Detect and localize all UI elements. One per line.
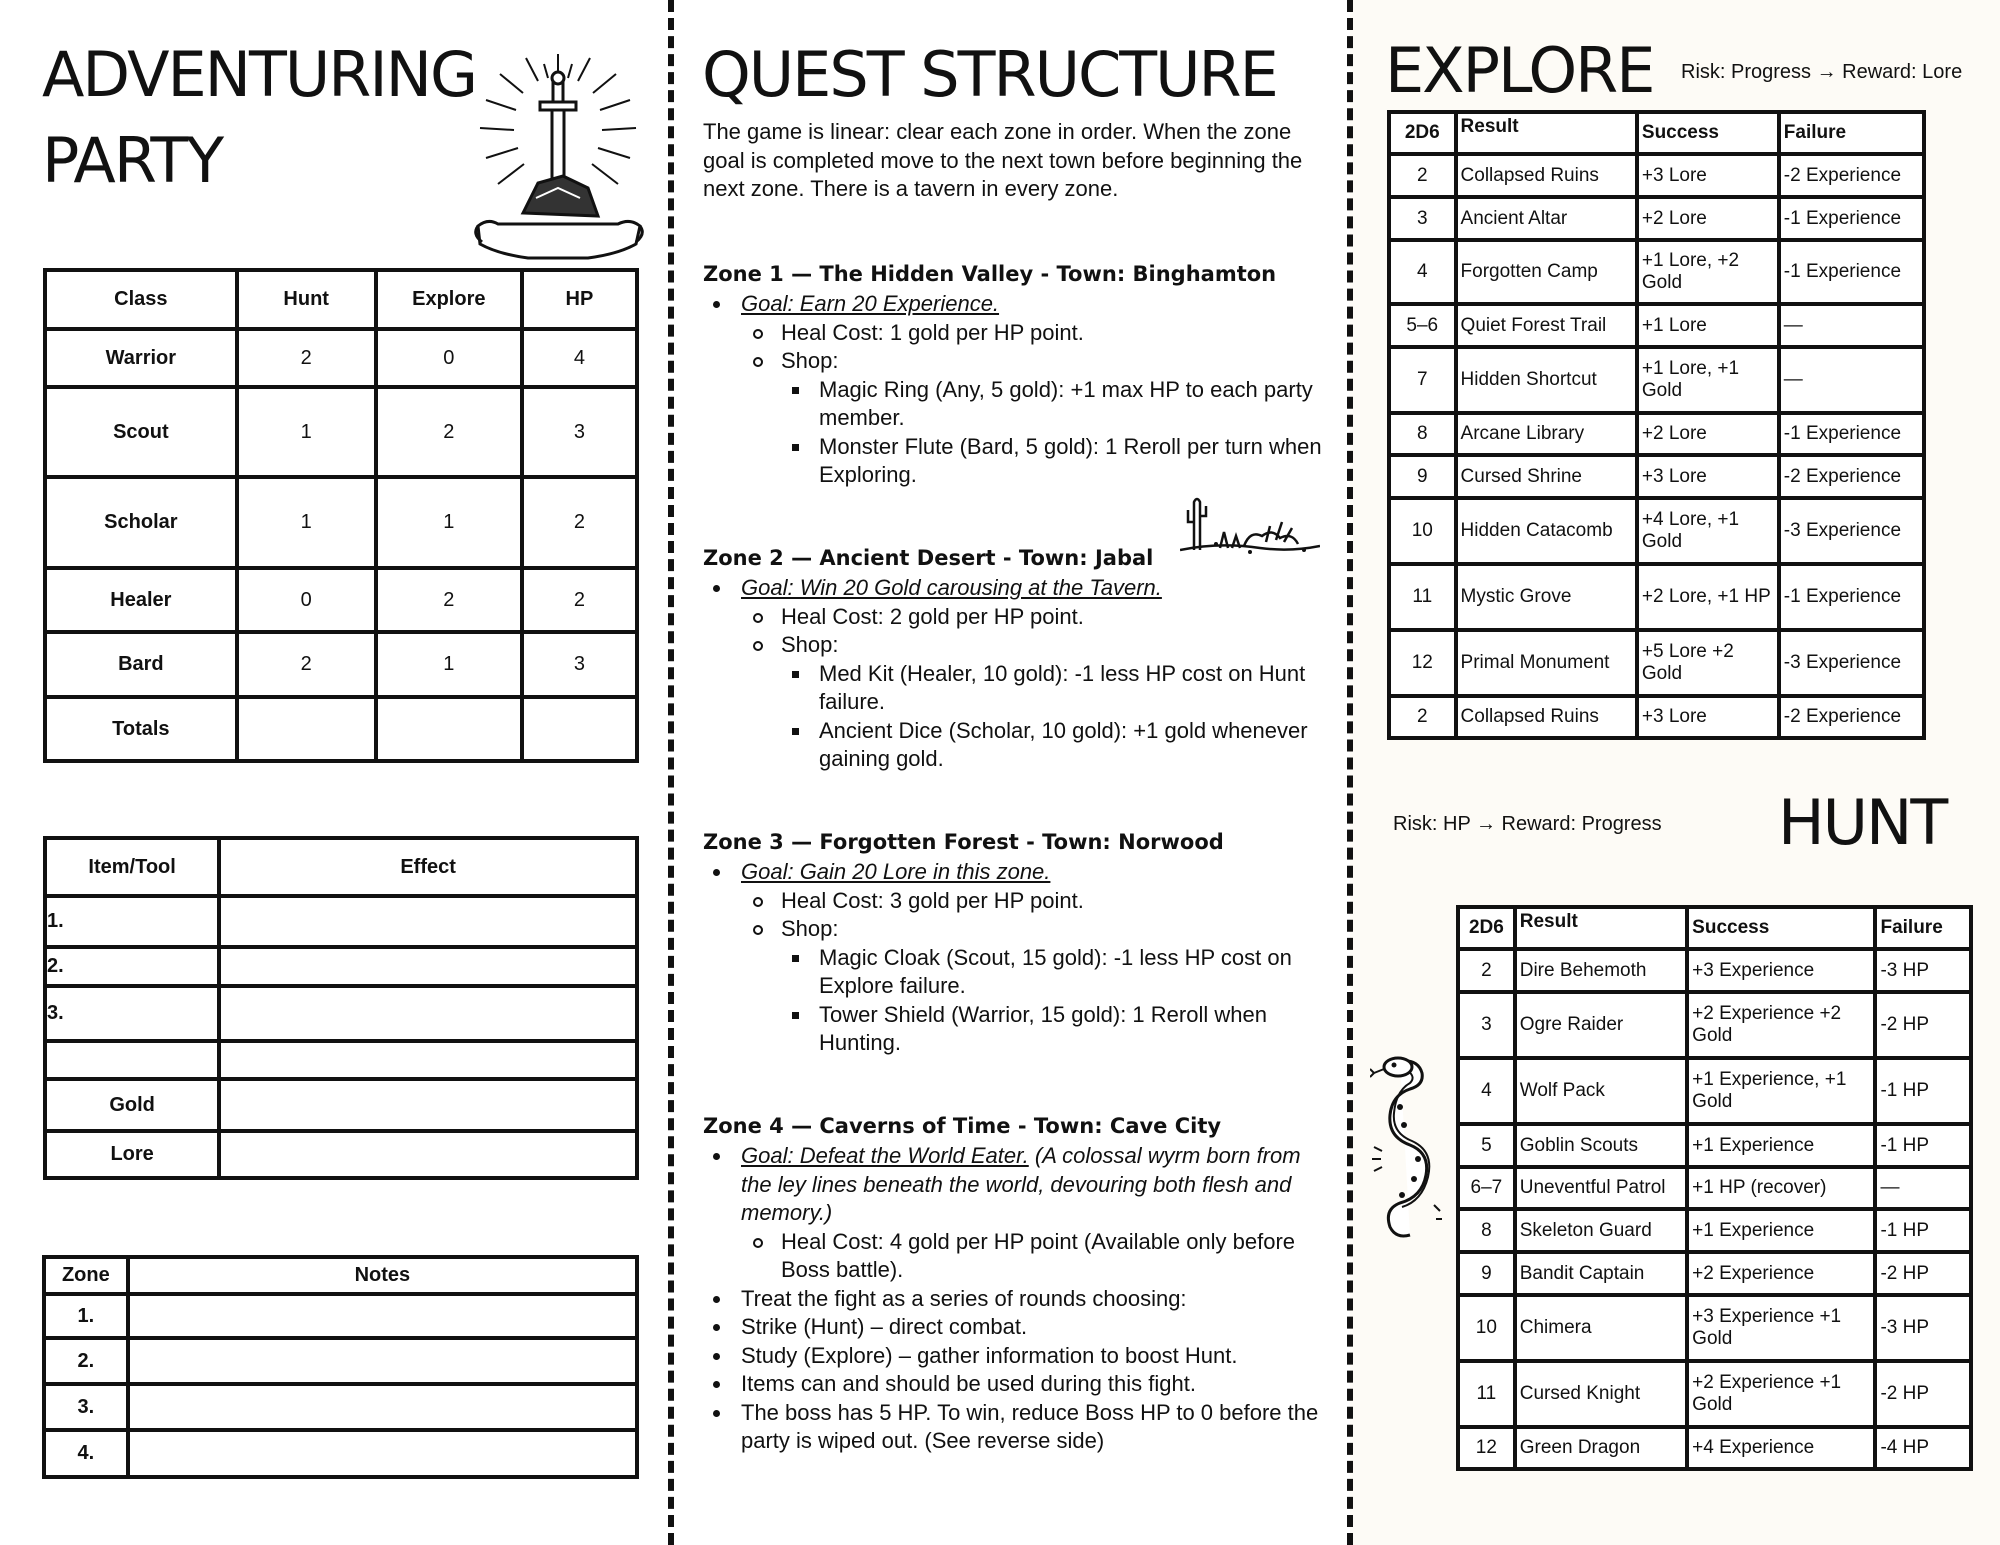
failure-effect: -1 HP — [1875, 1058, 1971, 1124]
gold-label: Gold — [45, 1079, 219, 1131]
zone1-goal: Goal: Earn 20 Experience. — [741, 291, 1000, 316]
effect-header: Effect — [219, 838, 637, 896]
table-row — [1389, 154, 1924, 197]
zone1-list — [703, 290, 1333, 490]
table-row — [1458, 1209, 1971, 1252]
table-row — [1458, 1167, 1971, 1209]
success-effect: +5 Lore +2 Gold — [1637, 630, 1779, 696]
zone-number: 2. — [44, 1338, 128, 1384]
table-row — [45, 568, 637, 632]
explore-value: 1 — [376, 477, 522, 568]
zone4-goal-description: (A colossal wyrm born from the ley lines beneath the world, devouring both flesh and memory.) — [741, 1143, 1301, 1225]
column-divider-right — [1347, 0, 1353, 1545]
success-effect: +3 Lore — [1637, 696, 1779, 738]
dice-roll: 4 — [1458, 1058, 1515, 1124]
hunt-value: 1 — [237, 387, 376, 477]
hunt-header: Hunt — [237, 270, 376, 329]
table-row — [1458, 1427, 1971, 1469]
result-name: Bandit Captain — [1515, 1252, 1687, 1295]
failure-effect: -1 HP — [1875, 1209, 1971, 1252]
zone1-shop-item: Monster Flute (Bard, 5 gold): 1 Reroll per turn when Exploring. — [703, 433, 1333, 490]
zone4-list — [703, 1142, 1333, 1456]
zone2-goal: Goal: Win 20 Gold carousing at the Tavern. — [741, 575, 1162, 600]
notes-field[interactable] — [128, 1384, 637, 1430]
dice-roll: 6–7 — [1458, 1167, 1515, 1209]
table-row — [45, 896, 637, 947]
quest-intro-block — [703, 118, 1333, 204]
success-effect: +1 Experience — [1687, 1209, 1875, 1252]
result-header: Result — [1515, 907, 1687, 949]
zone3-goal: Goal: Gain 20 Lore in this zone. — [741, 859, 1051, 884]
zone3-heal: Heal Cost: 3 gold per HP point. — [703, 887, 1333, 916]
failure-effect: -1 Experience — [1779, 564, 1924, 630]
table-row — [45, 632, 637, 697]
explore-header: Explore — [376, 270, 522, 329]
success-effect: +2 Experience +1 Gold — [1687, 1361, 1875, 1427]
class-name: Warrior — [45, 329, 237, 387]
result-name: Hidden Shortcut — [1456, 347, 1637, 413]
table-row — [1389, 240, 1924, 304]
dice-header: 2D6 — [1389, 112, 1456, 154]
success-effect: +2 Experience — [1687, 1252, 1875, 1295]
zone3-shop-item: Magic Cloak (Scout, 15 gold): -1 less HP cost on Explore failure. — [703, 944, 1333, 1001]
zone3-heading: Zone 3 — Forgotten Forest - Town: Norwood — [703, 830, 1224, 854]
zone-number: 3. — [44, 1384, 128, 1430]
item-slot-label: 3. — [45, 986, 219, 1041]
zone3-shop: Shop: — [703, 915, 1333, 944]
table-row — [1389, 455, 1924, 498]
notes-header: Notes — [128, 1257, 637, 1294]
hunt-value: 0 — [237, 568, 376, 632]
result-name: Cursed Knight — [1515, 1361, 1687, 1427]
lore-label: Lore — [45, 1131, 219, 1178]
explore-value: 2 — [376, 387, 522, 477]
failure-effect: -2 HP — [1875, 1252, 1971, 1295]
sword-in-stone-icon — [468, 48, 648, 268]
class-name: Bard — [45, 632, 237, 697]
quest-intro: The game is linear: clear each zone in order. When the zone goal is completed move to the next town before beginning the next zone. There is a tavern in every zone. — [703, 119, 1303, 201]
zone2-list — [703, 574, 1333, 774]
hp-value: 2 — [522, 568, 637, 632]
success-header: Success — [1637, 112, 1779, 154]
success-effect: +1 HP (recover) — [1687, 1167, 1875, 1209]
success-effect: +2 Lore, +1 HP — [1637, 564, 1779, 630]
notes-field[interactable] — [128, 1430, 637, 1477]
hunt-total[interactable] — [237, 697, 376, 761]
failure-effect: — — [1779, 304, 1924, 347]
table-row — [1389, 413, 1924, 455]
table-row — [45, 986, 637, 1041]
failure-effect: -2 Experience — [1779, 455, 1924, 498]
dice-roll: 5–6 — [1389, 304, 1456, 347]
result-name: Wolf Pack — [1515, 1058, 1687, 1124]
result-name: Goblin Scouts — [1515, 1124, 1687, 1167]
dice-roll: 3 — [1458, 992, 1515, 1058]
column-divider-left — [668, 0, 674, 1545]
item-slot-label — [45, 1041, 219, 1079]
zone1-shop: Shop: — [703, 347, 1333, 376]
result-name: Collapsed Ruins — [1456, 696, 1637, 738]
result-name: Mystic Grove — [1456, 564, 1637, 630]
zone3-shop-item: Tower Shield (Warrior, 15 gold): 1 Reroll when Hunting. — [703, 1001, 1333, 1058]
success-effect: +1 Lore, +1 Gold — [1637, 347, 1779, 413]
table-row — [45, 477, 637, 568]
dice-roll: 10 — [1389, 498, 1456, 564]
zone-header: Zone — [44, 1257, 128, 1294]
result-name: Uneventful Patrol — [1515, 1167, 1687, 1209]
result-name: Dire Behemoth — [1515, 949, 1687, 992]
success-effect: +3 Lore — [1637, 154, 1779, 197]
hp-value: 3 — [522, 632, 637, 697]
dice-roll: 2 — [1458, 949, 1515, 992]
hunt-value: 1 — [237, 477, 376, 568]
zone4-rule: The boss has 5 HP. To win, reduce Boss HP to 0 before the party is wiped out. (See reverse side) — [703, 1399, 1333, 1456]
failure-effect: -4 HP — [1875, 1427, 1971, 1469]
table-row — [1389, 630, 1924, 696]
failure-effect: -3 HP — [1875, 1295, 1971, 1361]
zone2-heading: Zone 2 — Ancient Desert - Town: Jabal — [703, 546, 1154, 570]
success-effect: +1 Lore, +2 Gold — [1637, 240, 1779, 304]
success-effect: +3 Experience — [1687, 949, 1875, 992]
class-name: Healer — [45, 568, 237, 632]
effect-field[interactable] — [219, 986, 637, 1041]
zone-notes-table — [42, 1255, 639, 1479]
zone4-rule: Strike (Hunt) – direct combat. — [703, 1313, 1333, 1342]
failure-effect: -2 HP — [1875, 992, 1971, 1058]
table-row — [44, 1338, 637, 1384]
table-row — [1389, 564, 1924, 630]
table-row — [45, 947, 637, 986]
zone2-heal: Heal Cost: 2 gold per HP point. — [703, 603, 1333, 632]
notes-field[interactable] — [128, 1338, 637, 1384]
table-row — [45, 697, 637, 761]
result-name: Collapsed Ruins — [1456, 154, 1637, 197]
result-name: Ogre Raider — [1515, 992, 1687, 1058]
effect-field[interactable] — [219, 947, 637, 986]
table-row — [1458, 1124, 1971, 1167]
failure-header: Failure — [1779, 112, 1924, 154]
result-name: Cursed Shrine — [1456, 455, 1637, 498]
hp-value: 3 — [522, 387, 637, 477]
dice-roll: 4 — [1389, 240, 1456, 304]
table-row — [1389, 197, 1924, 240]
failure-header: Failure — [1875, 907, 1971, 949]
table-row — [1458, 1295, 1971, 1361]
zone-number: 1. — [44, 1294, 128, 1338]
failure-effect: -3 HP — [1875, 949, 1971, 992]
success-effect: +1 Experience, +1 Gold — [1687, 1058, 1875, 1124]
failure-effect: -1 HP — [1875, 1124, 1971, 1167]
success-effect: +4 Lore, +1 Gold — [1637, 498, 1779, 564]
success-effect: +2 Lore — [1637, 413, 1779, 455]
zone3-goal-item — [703, 858, 1333, 887]
item-tool-header: Item/Tool — [45, 838, 219, 896]
hunt-title: HUNT — [1778, 786, 1947, 859]
failure-effect: — — [1779, 347, 1924, 413]
dice-roll: 9 — [1458, 1252, 1515, 1295]
failure-effect: -1 Experience — [1779, 240, 1924, 304]
gold-field[interactable] — [219, 1079, 637, 1131]
success-effect: +4 Experience — [1687, 1427, 1875, 1469]
explore-table — [1387, 110, 1926, 740]
dice-roll: 3 — [1389, 197, 1456, 240]
success-effect: +2 Lore — [1637, 197, 1779, 240]
effect-field[interactable] — [219, 896, 637, 947]
table-row — [1389, 498, 1924, 564]
hunt-risk: Risk: HP → Reward: Progress — [1393, 813, 1662, 835]
table-row — [44, 1294, 637, 1338]
dice-roll: 7 — [1389, 347, 1456, 413]
hunt-value: 2 — [237, 329, 376, 387]
failure-effect: -1 Experience — [1779, 197, 1924, 240]
table-row — [1389, 347, 1924, 413]
dice-roll: 2 — [1389, 154, 1456, 197]
zone1-heal: Heal Cost: 1 gold per HP point. — [703, 319, 1333, 348]
table-row — [1458, 949, 1971, 992]
zone2-shop-item: Ancient Dice (Scholar, 10 gold): +1 gold whenever gaining gold. — [703, 717, 1333, 774]
class-name: Scout — [45, 387, 237, 477]
dice-roll: 5 — [1458, 1124, 1515, 1167]
hp-value: 4 — [522, 329, 637, 387]
hp-header: HP — [522, 270, 637, 329]
success-effect: +2 Experience +2 Gold — [1687, 992, 1875, 1058]
table-row — [1458, 1058, 1971, 1124]
party-title-line1: ADVENTURING — [42, 38, 477, 111]
class-name: Scholar — [45, 477, 237, 568]
zone1-goal-item — [703, 290, 1333, 319]
zone2-goal-item — [703, 574, 1333, 603]
hunt-table — [1456, 905, 1973, 1471]
lore-field[interactable] — [219, 1131, 637, 1178]
table-row — [45, 387, 637, 477]
zone4-rule: Items can and should be used during this fight. — [703, 1370, 1333, 1399]
table-row — [1458, 1252, 1971, 1295]
table-row — [44, 1430, 637, 1477]
dice-roll: 2 — [1389, 696, 1456, 738]
party-title-line2: PARTY — [42, 124, 223, 197]
explore-value: 1 — [376, 632, 522, 697]
table-row — [1389, 696, 1924, 738]
dice-roll: 11 — [1458, 1361, 1515, 1427]
totals-label: Totals — [45, 697, 237, 761]
zone-number: 4. — [44, 1430, 128, 1477]
hunt-value: 2 — [237, 632, 376, 697]
dice-roll: 8 — [1458, 1209, 1515, 1252]
quest-title: QUEST STRUCTURE — [702, 38, 1277, 111]
result-name: Quiet Forest Trail — [1456, 304, 1637, 347]
explore-total[interactable] — [376, 697, 522, 761]
zone4-heal: Heal Cost: 4 gold per HP point (Available only before Boss battle). — [703, 1228, 1333, 1285]
item-slot-label: 1. — [45, 896, 219, 947]
table-row — [45, 1131, 637, 1178]
table-row — [1389, 304, 1924, 347]
table-row — [45, 1079, 637, 1131]
zone4-goal-item — [703, 1142, 1333, 1228]
result-name: Skeleton Guard — [1515, 1209, 1687, 1252]
table-row — [1458, 1361, 1971, 1427]
explore-title: EXPLORE — [1385, 34, 1654, 107]
zone1-heading: Zone 1 — The Hidden Valley - Town: Binghamton — [703, 262, 1277, 286]
class-header: Class — [45, 270, 237, 329]
result-name: Primal Monument — [1456, 630, 1637, 696]
result-name: Green Dragon — [1515, 1427, 1687, 1469]
success-header: Success — [1687, 907, 1875, 949]
hp-value: 2 — [522, 477, 637, 568]
dice-roll: 8 — [1389, 413, 1456, 455]
explore-value: 0 — [376, 329, 522, 387]
explore-risk: Risk: Progress → Reward: Lore — [1681, 61, 1963, 83]
result-name: Forgotten Camp — [1456, 240, 1637, 304]
zone4-rule: Treat the fight as a series of rounds choosing: — [703, 1285, 1333, 1314]
zone4-heading: Zone 4 — Caverns of Time - Town: Cave City — [703, 1114, 1222, 1138]
result-name: Hidden Catacomb — [1456, 498, 1637, 564]
explore-value: 2 — [376, 568, 522, 632]
table-row — [45, 1041, 637, 1079]
result-name: Chimera — [1515, 1295, 1687, 1361]
dice-roll: 12 — [1389, 630, 1456, 696]
zone4-rule: Study (Explore) – gather information to boost Hunt. — [703, 1342, 1333, 1371]
zone4-goal: Goal: Defeat the World Eater. — [741, 1143, 1029, 1168]
failure-effect: -1 Experience — [1779, 413, 1924, 455]
failure-effect: -3 Experience — [1779, 498, 1924, 564]
dice-roll: 11 — [1389, 564, 1456, 630]
items-table — [43, 836, 639, 1180]
item-slot-label: 2. — [45, 947, 219, 986]
hp-total[interactable] — [522, 697, 637, 761]
failure-effect: — — [1875, 1167, 1971, 1209]
failure-effect: -2 HP — [1875, 1361, 1971, 1427]
zone2-shop-item: Med Kit (Healer, 10 gold): -1 less HP cost on Hunt failure. — [703, 660, 1333, 717]
dice-roll: 12 — [1458, 1427, 1515, 1469]
dice-header: 2D6 — [1458, 907, 1515, 949]
result-name: Ancient Altar — [1456, 197, 1637, 240]
desert-cactus-icon — [1180, 492, 1320, 558]
snake-icon — [1370, 1055, 1442, 1241]
success-effect: +1 Experience — [1687, 1124, 1875, 1167]
success-effect: +3 Experience +1 Gold — [1687, 1295, 1875, 1361]
dice-roll: 9 — [1389, 455, 1456, 498]
effect-field[interactable] — [219, 1041, 637, 1079]
table-row — [45, 329, 637, 387]
result-header: Result — [1456, 112, 1637, 154]
result-name: Arcane Library — [1456, 413, 1637, 455]
failure-effect: -3 Experience — [1779, 630, 1924, 696]
class-table — [43, 268, 639, 763]
zone2-shop: Shop: — [703, 631, 1333, 660]
zone1-shop-item: Magic Ring (Any, 5 gold): +1 max HP to each party member. — [703, 376, 1333, 433]
notes-field[interactable] — [128, 1294, 637, 1338]
table-row — [1458, 992, 1971, 1058]
dice-roll: 10 — [1458, 1295, 1515, 1361]
table-row — [44, 1384, 637, 1430]
success-effect: +3 Lore — [1637, 455, 1779, 498]
success-effect: +1 Lore — [1637, 304, 1779, 347]
failure-effect: -2 Experience — [1779, 696, 1924, 738]
failure-effect: -2 Experience — [1779, 154, 1924, 197]
zone3-list — [703, 858, 1333, 1058]
